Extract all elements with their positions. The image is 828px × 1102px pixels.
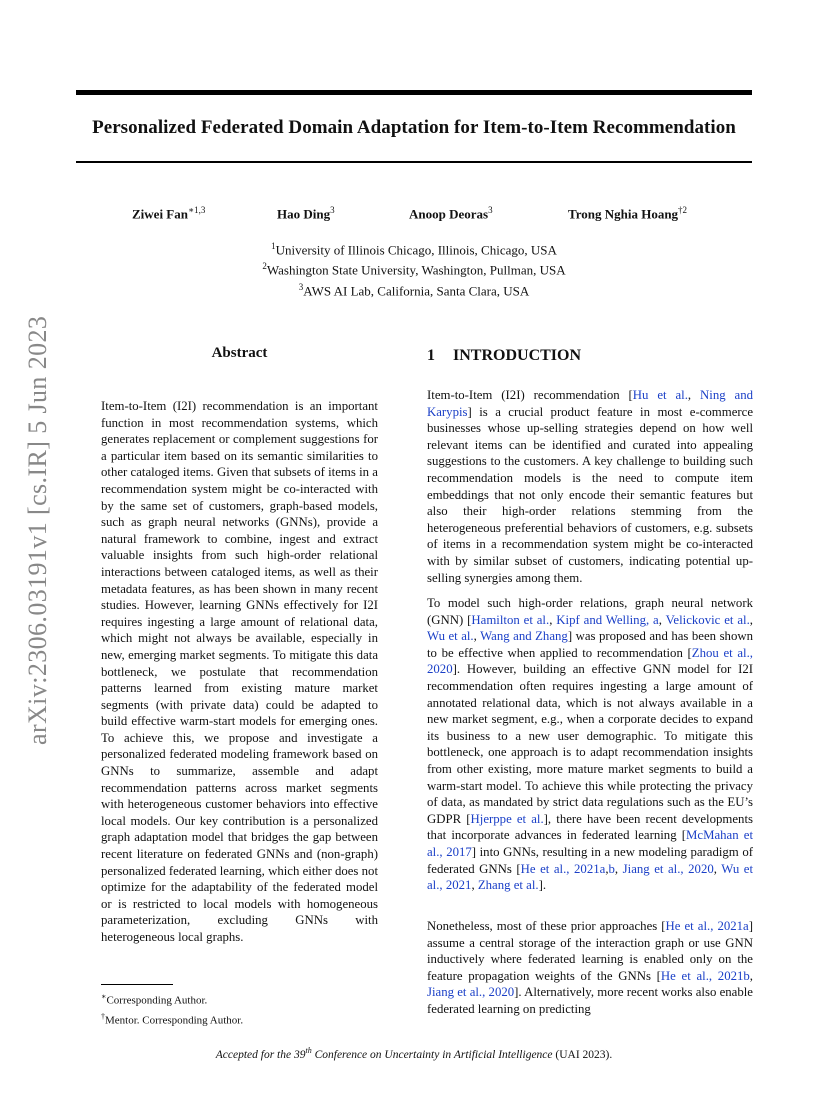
citation-link[interactable]: Hu et al. <box>632 388 688 402</box>
text-run: , <box>605 861 609 876</box>
citation-link[interactable]: Ning and Karypis <box>427 388 753 419</box>
conference-footer: Accepted for the 39th Conference on Uncertainty in Artificial Intelligence (UAI 2023). <box>215 1046 613 1061</box>
affiliation-3: $^3$AWS AI Lab, California, Santa Clara, USA <box>298 281 530 298</box>
text-run: , <box>749 968 753 983</box>
text-run: ]. Alternatively, more recent works also enable federated learning on predicting <box>427 985 753 1016</box>
text-run: ]. However, building an effective GNN model for I2I recommendation often requires ingesting a large amount of annotated relational data, which is not always available in a new market segment, e.g., when a corporate decides to expand its business to a new user demographic. To mitigate this bottleneck, one approach is to adapt recommendation insights from other existing, more mature market segments to build a warm-start model. To achieve this while protecting the privacy of data, as mandated by strict data regulations such as the EU’s GDPR [ <box>427 662 753 826</box>
citation-link[interactable]: b <box>608 861 615 876</box>
citation-link[interactable]: Zhang et al. <box>477 878 539 893</box>
citation-link[interactable]: Jiang et al., 2020 <box>622 861 714 876</box>
affiliations <box>0 238 828 299</box>
affiliation-1: $^1$University of Illinois Chicago, Illinois, Chicago, USA <box>271 241 557 258</box>
text-run: Nonetheless, most of these prior approaches [ <box>427 919 666 933</box>
text-run: ] is a crucial product feature in most e-commerce businesses whose up-selling strategies depend on how well relevant items can be identified and curated into appealing suggestions to the customers. A key challenge to building such recommendation models is the need to compute item embeddings that not only encode their semantic features but also their high-order relations stemming from the heterogeneous preferential behaviors of customers, e.g. subsets of items in a recommendation system might be co-interacted with by similar subset of customers, indicating potential up-selling synergies among them. <box>427 404 753 585</box>
text-run: Item-to-Item (I2I) recommendation [ <box>427 388 633 402</box>
text-run: , <box>614 861 623 876</box>
author-3: Anoop Deoras$^3$ <box>409 205 493 222</box>
author-2: Hao Ding$^3$ <box>277 205 335 222</box>
text-run: To model such high-order relations, graph neural network (GNN) [ <box>427 596 753 627</box>
citation-link[interactable]: Velickovic et al. <box>665 612 750 627</box>
intro-paragraph-3 <box>427 918 753 1018</box>
citation-link[interactable]: Jiang et al., 2020 <box>427 985 515 1000</box>
section-heading-introduction: 1 INTRODUCTION <box>427 347 582 364</box>
text-run: ] assume a central storage of the interaction graph or use GNN inductively where federated learning is enabled only on the feature propagation weights of the GNNs [ <box>427 919 753 983</box>
arxiv-identifier: arXiv:2306.03191v1 [cs.IR] 5 Jun 2023 <box>23 315 52 745</box>
citation-link[interactable]: Hjerppe et al. <box>470 811 544 826</box>
author-4: Trong Nghia Hoang$^{\dagger 2}$ <box>568 205 688 222</box>
text-run: ]. <box>538 878 547 893</box>
citation-link[interactable]: McMahan et al., 2017 <box>427 828 753 859</box>
footnote-2: †Mentor. Corresponding Author. <box>101 1012 244 1027</box>
citation-link[interactable]: Wang and Zhang <box>480 629 568 644</box>
text-run: , <box>749 612 753 627</box>
citation-link[interactable]: Zhou et al., 2020 <box>427 645 754 677</box>
paper-title: Personalized Federated Domain Adaptation for Item-to-Item Recommendation <box>92 117 736 138</box>
footnotes <box>101 989 243 1029</box>
citation-link[interactable]: Kipf and Welling, a <box>556 612 659 627</box>
abstract-heading: Abstract <box>211 345 268 361</box>
text-run: , <box>549 612 557 627</box>
author-1: Ziwei Fan$^{∗1,3}$ <box>132 205 206 222</box>
text-run: , <box>687 388 701 402</box>
text-run: ] into GNNs, resulting in a new modeling paradigm of federated GNNs [ <box>427 844 753 876</box>
title-top-rule <box>76 90 752 95</box>
citation-link[interactable]: Hamilton et al. <box>471 612 550 627</box>
abstract-body: Item-to-Item (I2I) recommendation is an important function in most recommendation systems, which generates replacement or complement suggestions for a particular item based on its semantic similarities to other cataloged items. Given that subsets of items in a recommendation system might be co-interacted with by the same set of customers, graph-based models, such as graph neural networks (GNNs), provide a natural framework to combine, ingest and extract valuable insights from such high-order relational interactions between cataloged items, as well as their metadata features, as has been shown in many recent studies. However, learning GNNs effectively for I2I requires ingesting a large amount of relational data, which might not always be available, especially in new, emerging market segments. To mitigate this data bottleneck, we postulate that recommendation patterns learned from existing mature market segments (with private data) could be adapted to build effective warm-start models for emerging ones. To achieve this, we propose and investigate a personalized federated modeling framework based on GNNs to summarize, assemble and adapt recommendation patterns across market segments with heterogeneous customer behaviors into effective local models. Our key contribution is a personalized graph adaptation model that bridges the gap between recent literature on federated GNNs and (non-graph) personalized federated learning, which either does not optimize for the adaptability of the federated model or is restricted to local models with homogeneous parameterization, excluding GNNs with heterogeneous local graphs. <box>101 399 378 944</box>
citation-link[interactable]: Wu et al., 2021 <box>427 861 753 893</box>
intro-paragraph-2 <box>427 595 753 894</box>
text-run: , <box>471 878 478 893</box>
text-run: , <box>473 629 481 644</box>
intro-paragraph-1 <box>427 387 753 586</box>
text-run: ], there have been recent developments that incorporate advances in federated learning [ <box>427 811 753 843</box>
citation-link[interactable]: He et al., 2021b <box>660 968 750 983</box>
footnote-1: ∗Corresponding Author. <box>101 992 208 1007</box>
title-bottom-rule <box>76 161 752 163</box>
citation-link[interactable]: He et al., 2021a <box>665 919 749 933</box>
text-run: ] was proposed and has been shown to be effective when applied to recommendation [ <box>427 629 753 660</box>
text-run: , <box>658 612 666 627</box>
citation-link[interactable]: He et al., 2021a <box>520 861 606 876</box>
citation-link[interactable]: Wu et al. <box>427 629 474 644</box>
affiliation-2: $^2$Washington State University, Washington, Pullman, USA <box>262 261 566 278</box>
text-run: , <box>713 861 722 876</box>
footnote-rule <box>101 984 173 985</box>
